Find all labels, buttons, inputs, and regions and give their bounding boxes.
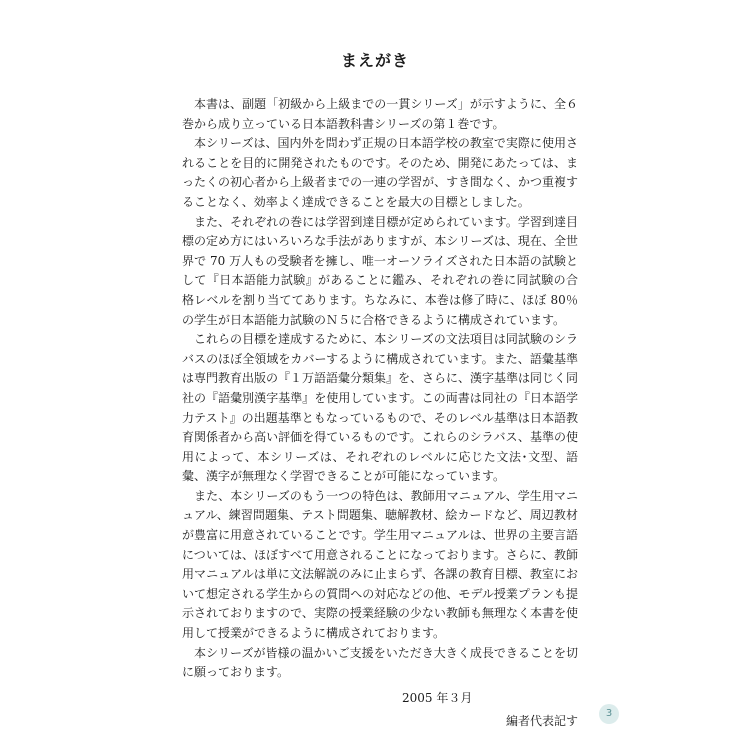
paragraph: また、本シリーズのもう一つの特色は、教師用マニュアル、学生用マニュアル、練習問題集、テスト問題集、聴解教材、絵カードなど、周辺教材が豊富に用意されていることです。学生用マニュアルは、世界の主要言語については、ほぼすべて用意されることになっております。さらに、教師用マニュアルは単に文法解説のみに止まらず、各課の教育目標、教室において想定される学生からの質問への対応などの他、モデル授業プランも提示されておりますので、実際の授業経験の少ない教師も無理なく本書を使用して授業ができるように構成されております。 bbox=[182, 488, 578, 641]
preface-body bbox=[182, 95, 578, 731]
page-number-badge: 3 bbox=[599, 704, 619, 724]
date-line: 2005 年３月 bbox=[402, 690, 473, 705]
paragraph: 本書は、副題「初級から上級までの一貫シリーズ」が示すように、全６巻から成り立っている日本語教科書シリーズの第１巻です。 bbox=[182, 97, 578, 131]
page-title: まえがき bbox=[340, 51, 409, 70]
signature-line: 編者代表記す bbox=[505, 713, 578, 728]
paragraph: また、それぞれの巻には学習到達目標が定められています。学習到達目標の定め方にはいろいろな手法がありますが、本シリーズは、現在、全世界で 70 万人もの受験者を擁し、唯一オーソライズされた日本語の試験として『日本語能力試験』があることに鑑み、それぞれの巻に同試験の合格レベルを割り当ててあります。ちなみに、本巻は修了時に、ほぼ 80％の学生が日本語能力試験のＮ５に合格できるように構成されています。 bbox=[182, 214, 578, 327]
paragraph: 本シリーズは、国内外を問わず正規の日本語学校の教室で実際に使用されることを目的に開発されたものです。そのため、開発にあたっては、まったくの初心者から上級者までの一連の学習が、すき間なく、かつ重複することなく、効率よく達成できることを最大の目標としました。 bbox=[182, 136, 578, 209]
paragraph: 本シリーズが皆様の温かいご支援をいただき大きく成長できることを切に願っております。 bbox=[182, 645, 578, 680]
paragraph: これらの目標を達成するために、本シリーズの文法項目は同試験のシラバスのほぼ全領域をカバーするように構成されています。また、語彙基準は専門教育出版の『１万語語彙分類集』を、さらに、漢字基準は同じく同社の『語彙別漢字基準』を使用しています。この両書は同社の『日本語学力テスト』の出題基準ともなっているもので、そのレベル基準は日本語教育関係者から高い評価を得ているものです。これらのシラバス、基準の使用によって、本シリーズは、それぞれのレベルに応じた文法･文型、語彙、漢字が無理なく学習できることが可能になっています。 bbox=[182, 332, 579, 484]
